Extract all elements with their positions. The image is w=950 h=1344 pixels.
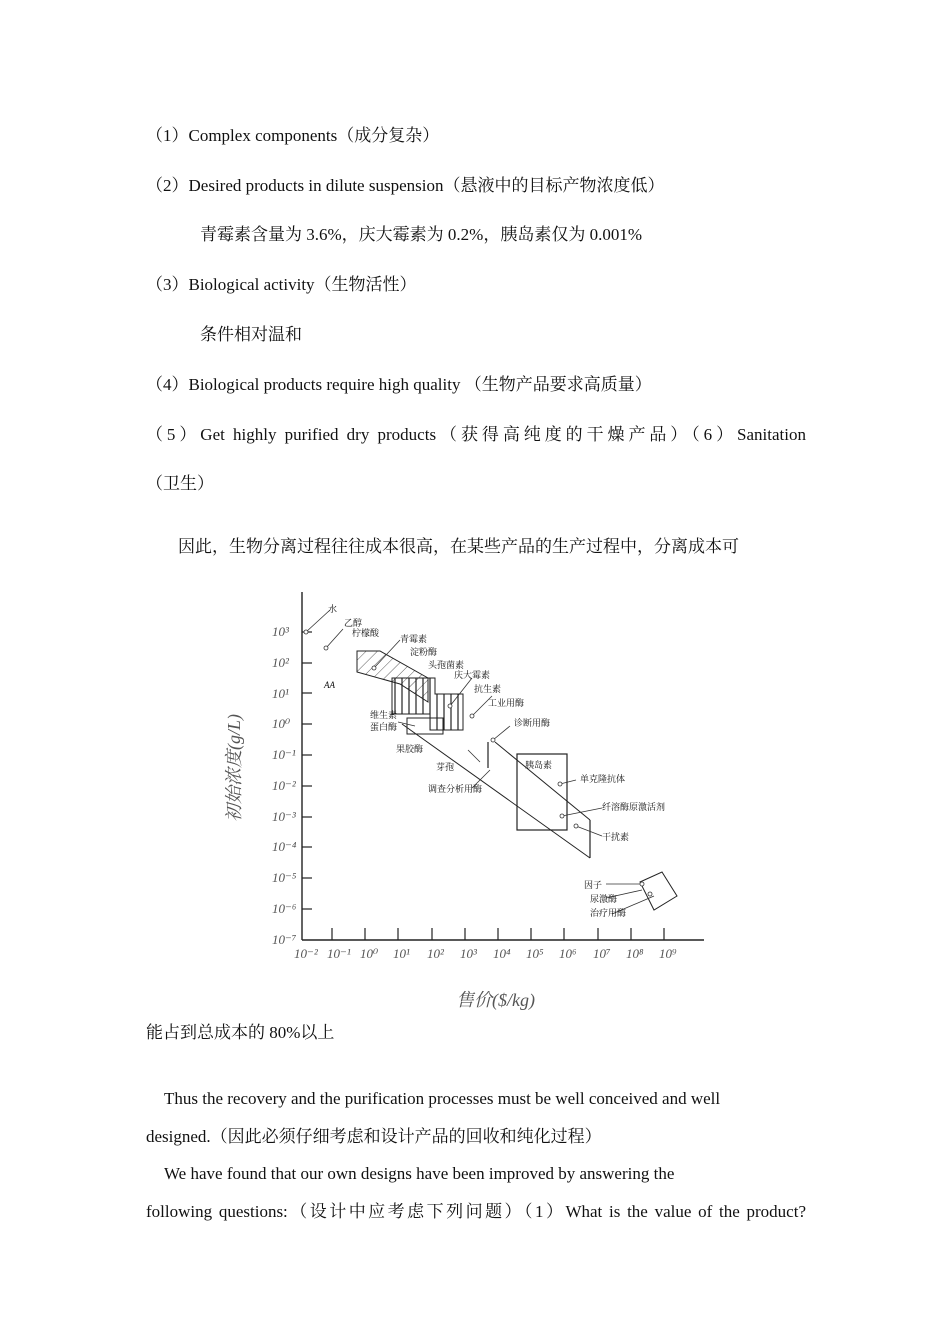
- hatched-region-secondary: [392, 678, 463, 730]
- label-protease: 蛋白酶: [370, 722, 398, 732]
- x-tick-label: 10²: [427, 946, 444, 961]
- label-factor: 因子: [584, 880, 603, 890]
- label-ethanol: 乙醇: [344, 618, 363, 628]
- label-therapeutic-enzyme: 治疗用酶: [590, 908, 627, 918]
- y-tick-label: 10⁻⁷: [272, 932, 297, 947]
- y-tick-label: 10⁻¹: [272, 747, 296, 762]
- label-analytic-enzyme: 调查分析用酶: [428, 784, 483, 794]
- label-tpa: 纤溶酶原激活剂: [602, 802, 666, 812]
- text-line-13: We have found that our own designs have been improved by answering the: [164, 1164, 675, 1183]
- label-interferon: 干扰素: [602, 832, 630, 842]
- x-tick-label: 10⁷: [593, 946, 611, 961]
- label-vitamin: 维生素: [370, 710, 398, 720]
- text-line-1: （1）Complex components（成分复杂）: [146, 126, 440, 145]
- text-line-12: designed.（因此必须仔细考虑和设计产品的回收和纯化过程）: [146, 1127, 602, 1146]
- label-insulin: 胰岛素: [525, 760, 553, 770]
- label-monoclonal: 单克隆抗体: [580, 774, 626, 784]
- text-line-14: following questions:（设计中应考虑下列问题）（1）What is the value of the product?: [146, 1202, 806, 1221]
- y-tick-label: 10³: [272, 624, 289, 639]
- y-tick-label: 10⁻⁴: [272, 839, 297, 854]
- x-tick-label: 10⁰: [360, 946, 379, 961]
- label-citric: 柠檬酸: [352, 628, 380, 638]
- label-antibiotics: 抗生素: [474, 684, 502, 694]
- x-axis-title: 售价($/kg): [456, 990, 535, 1010]
- label-penicillin: 青霉素: [400, 634, 428, 644]
- label-amylase: 淀粉酶: [410, 647, 438, 657]
- y-axis-title: 初始浓度(g/L): [224, 714, 244, 822]
- y-tick-label: 10¹: [272, 686, 289, 701]
- x-tick-label: 10⁻¹: [327, 946, 351, 961]
- y-tick-marks: [302, 632, 312, 909]
- y-tick-label: 10⁻³: [272, 809, 296, 824]
- y-tick-label: 10⁻²: [272, 778, 296, 793]
- text-line-10: 能占到总成本的 80%以上: [146, 1023, 335, 1042]
- x-tick-label: 10⁵: [526, 946, 544, 961]
- text-line-6: （4）Biological products require high quality （生物产品要求高质量）: [146, 375, 652, 394]
- label-gentamicin: 庆大霉素: [454, 670, 491, 680]
- text-line-4: （3）Biological activity（生物活性）: [146, 275, 417, 294]
- x-tick-label: 10¹: [393, 946, 410, 961]
- paragraph-line-9: 因此，生物分离过程往往成本很高，在某些产品的生产过程中，分离成本可: [178, 537, 739, 556]
- concentration-vs-price-figure: [210, 592, 720, 1022]
- label-water: 水: [328, 604, 338, 614]
- text-line-3: 青霉素含量为 3.6%，庆大霉素为 0.2%，胰岛素仅为 0.001%: [200, 225, 642, 244]
- x-tick-label: 10⁴: [493, 946, 511, 961]
- y-tick-label: 10⁻⁶: [272, 901, 297, 916]
- y-tick-label: 10²: [272, 655, 289, 670]
- label-yang: 芽孢: [436, 762, 455, 772]
- x-tick-label: 10⁹: [659, 946, 677, 961]
- x-tick-marks: [332, 928, 664, 940]
- label-diagnostic-enzyme: 诊断用酶: [514, 718, 551, 728]
- label-industrial-enzyme: 工业用酶: [488, 698, 525, 708]
- text-line-7: （5）Get highly purified dry products（获得高纯度的干燥产品）（6）Sanitation: [146, 425, 806, 444]
- coagulation-region: [640, 872, 677, 910]
- text-line-5: 条件相对温和: [200, 325, 302, 344]
- x-tick-label: 10⁶: [559, 946, 577, 961]
- y-tick-label: 10⁰: [272, 716, 291, 731]
- y-tick-label: 10⁻⁵: [272, 870, 297, 885]
- x-tick-label: 10⁸: [626, 946, 644, 961]
- x-tick-label: 10⁻²: [294, 946, 318, 961]
- label-cephalosporin: 头孢菌素: [428, 660, 465, 670]
- label-pectinase: 果胶酶: [396, 744, 424, 754]
- label-urokinase: 尿激酶: [590, 894, 618, 904]
- label-aa: AA: [324, 680, 335, 690]
- text-line-8: （卫生）: [146, 474, 214, 493]
- text-line-11: Thus the recovery and the purification processes must be well conceived and well: [164, 1089, 721, 1108]
- text-line-2: （2）Desired products in dilute suspension（悬液中的目标产物浓度低）: [146, 176, 665, 195]
- x-tick-label: 10³: [460, 946, 477, 961]
